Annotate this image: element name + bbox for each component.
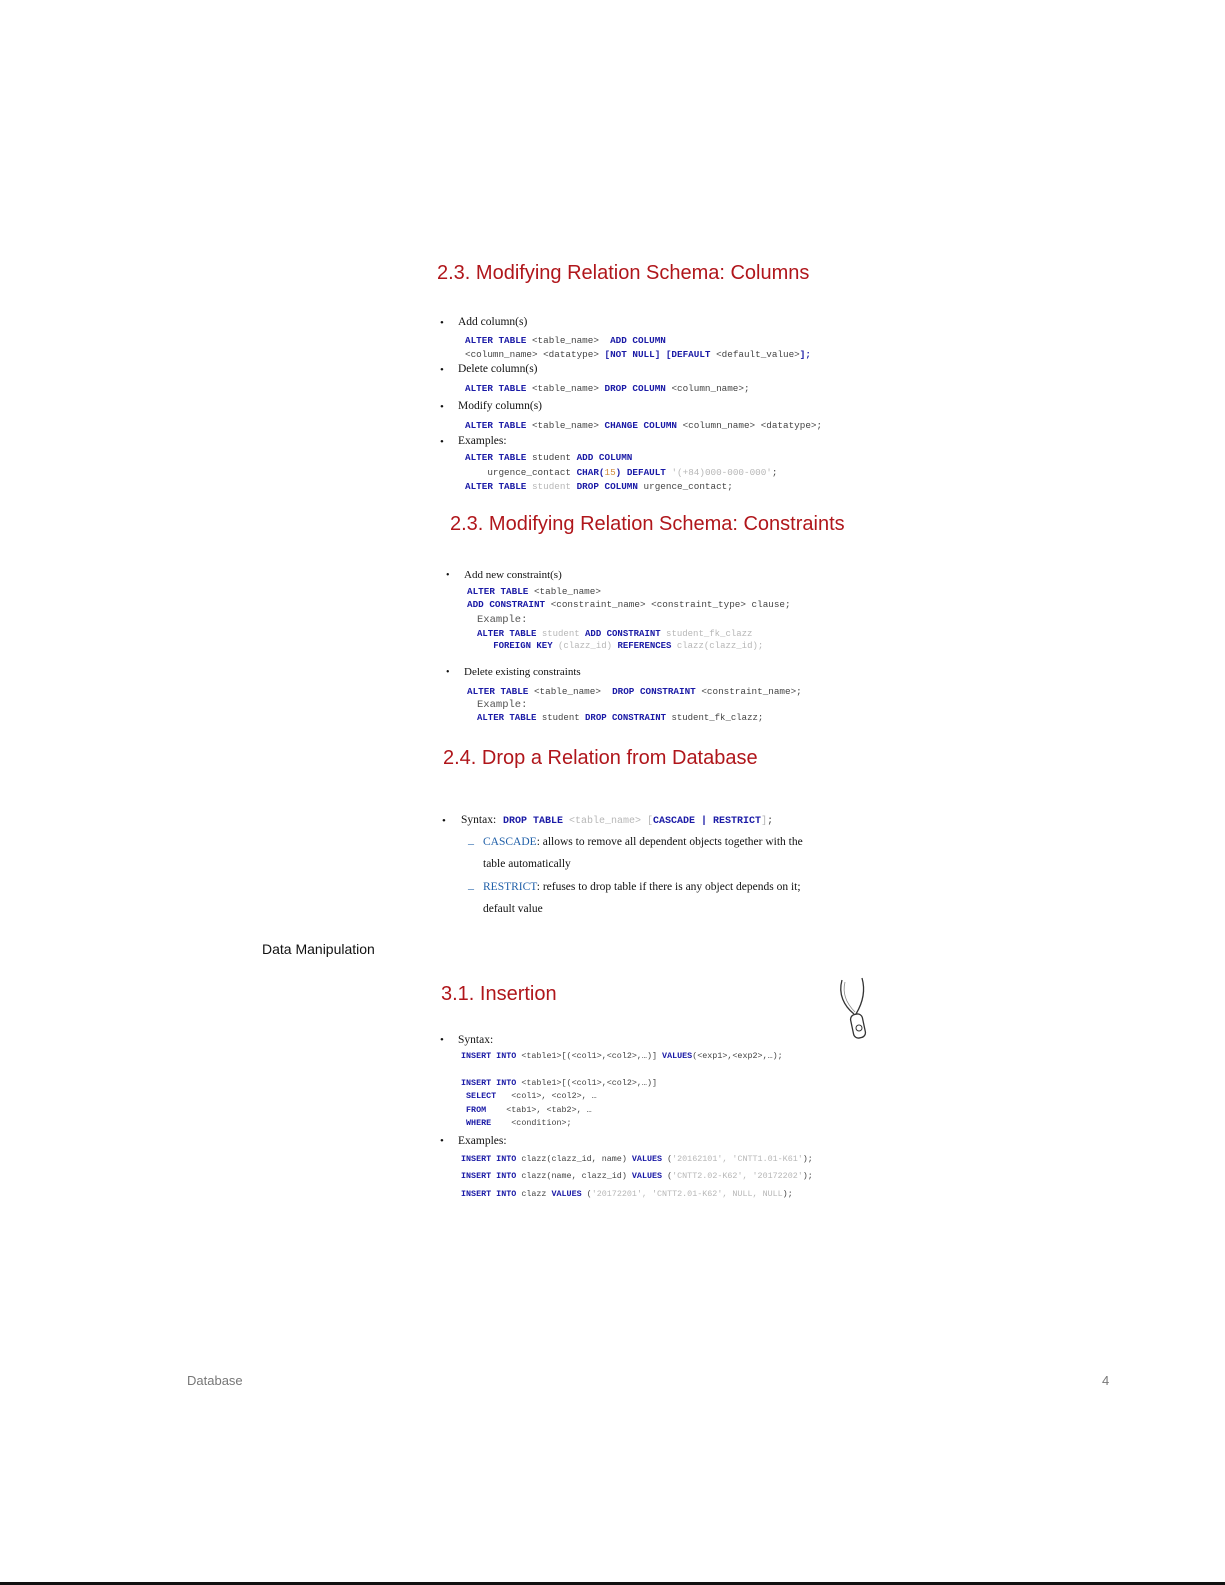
- syntax-label: Syntax:: [461, 814, 497, 826]
- code-line: <column_name> <datatype> [NOT NULL] [DEFAULT <default_value>];: [465, 348, 811, 360]
- item-label: Syntax:: [458, 1034, 494, 1046]
- bullet: •: [440, 400, 444, 413]
- subitem-text: RESTRICT: refuses to drop table if there is any object depends on it;: [483, 881, 801, 893]
- code-block: [461, 1151, 880, 1204]
- code-line: ADD CONSTRAINT <constraint_name> <constraint_type> clause;: [467, 598, 791, 610]
- heading-constraints: 2.3. Modifying Relation Schema: Constraints: [450, 513, 845, 535]
- code-line: INSERT INTO <table1>[(<col1>,<col2>,…)] VALUES(<exp1>,<exp2>,…);: [461, 1051, 783, 1061]
- code-block: [477, 712, 886, 724]
- code-block: [467, 586, 886, 611]
- subitem-text: CASCADE: allows to remove all dependent objects together with the: [483, 836, 803, 848]
- example-label: Example:: [477, 614, 528, 626]
- page-number: 4: [1102, 1373, 1110, 1388]
- code-block: [467, 685, 886, 699]
- item-label: Add column(s): [458, 316, 528, 328]
- code-line: ALTER TABLE <table_name> DROP COLUMN <column_name>;: [465, 383, 750, 394]
- code-block: [465, 334, 880, 361]
- code-block: [465, 382, 880, 396]
- code-line: ALTER TABLE student ADD CONSTRAINT student_fk_clazz: [477, 628, 753, 639]
- code-line: ALTER TABLE <table_name> DROP CONSTRAINT <constraint_name>;: [467, 685, 802, 697]
- heading-drop: 2.4. Drop a Relation from Database: [443, 747, 758, 769]
- code-block: [465, 419, 880, 433]
- bullet: •: [440, 364, 444, 376]
- code-line: ALTER TABLE <table_name>: [467, 586, 601, 597]
- bullet: •: [440, 1134, 444, 1147]
- code-block: [461, 1050, 880, 1064]
- code-line: INSERT INTO clazz(name, clazz_id) VALUES ('CNTT2.02-K62', '20172202');: [461, 1171, 813, 1181]
- code-line: ALTER TABLE student DROP COLUMN urgence_contact;: [465, 481, 733, 492]
- item-label: Modify column(s): [458, 399, 543, 412]
- bullet: •: [440, 317, 444, 329]
- code-line: WHERE <condition>;: [461, 1118, 572, 1128]
- insertion-block: [440, 1034, 880, 1203]
- heading-insertion: 3.1. Insertion: [441, 983, 557, 1005]
- bullet: •: [440, 436, 444, 448]
- code-line: ALTER TABLE <table_name> CHANGE COLUMN <column_name> <datatype>;: [465, 419, 823, 431]
- code-line: FOREIGN KEY (clazz_id) REFERENCES clazz(clazz_id);: [493, 640, 764, 651]
- item-label: Examples:: [458, 435, 507, 447]
- code-line: FROM <tab1>, <tab2>, …: [461, 1104, 592, 1115]
- item-label: Add new constraint(s): [464, 569, 562, 581]
- subitem-cont: table automatically: [483, 858, 571, 870]
- code-line: ALTER TABLE <table_name> ADD COLUMN: [465, 335, 666, 346]
- subitem-cont: default value: [483, 903, 543, 915]
- code-line: INSERT INTO clazz(clazz_id, name) VALUES ('20162101', 'CNTT1.01-K61');: [461, 1153, 813, 1164]
- code-block: [461, 1077, 880, 1131]
- dash: –: [468, 881, 474, 895]
- code-line: SELECT <col1>, <col2>, …: [461, 1091, 597, 1101]
- footer-left: Database: [187, 1373, 243, 1388]
- bullet: •: [442, 815, 446, 827]
- code-inline: DROP TABLE <table_name> [CASCADE | RESTRICT];: [503, 816, 774, 827]
- bullet: •: [440, 1034, 444, 1046]
- section-label: Data Manipulation: [262, 941, 375, 957]
- code-line: ALTER TABLE student DROP CONSTRAINT student_fk_clazz;: [477, 713, 764, 723]
- constraints-block: [446, 569, 886, 724]
- columns-block: [440, 316, 880, 495]
- item-label: Delete column(s): [458, 363, 538, 375]
- bullet: •: [446, 570, 450, 581]
- bullet: •: [446, 666, 450, 678]
- code-block: [477, 628, 886, 652]
- item-label: Delete existing constraints: [464, 665, 581, 678]
- code-block: [465, 451, 880, 495]
- drop-block: [442, 814, 892, 925]
- item-label: Examples:: [458, 1134, 507, 1147]
- dash: –: [468, 836, 474, 850]
- example-label: Example:: [477, 699, 528, 711]
- code-line: INSERT INTO clazz VALUES ('20172201', 'CNTT2.01-K62', NULL, NULL);: [461, 1188, 793, 1199]
- heading-columns: 2.3. Modifying Relation Schema: Columns: [437, 262, 810, 284]
- code-line: INSERT INTO <table1>[(<col1>,<col2>,…)]: [461, 1077, 658, 1088]
- code-line: ALTER TABLE student ADD COLUMN: [465, 452, 633, 463]
- code-line: urgence_contact CHAR(15) DEFAULT '(+84)000-000-000';: [465, 466, 778, 478]
